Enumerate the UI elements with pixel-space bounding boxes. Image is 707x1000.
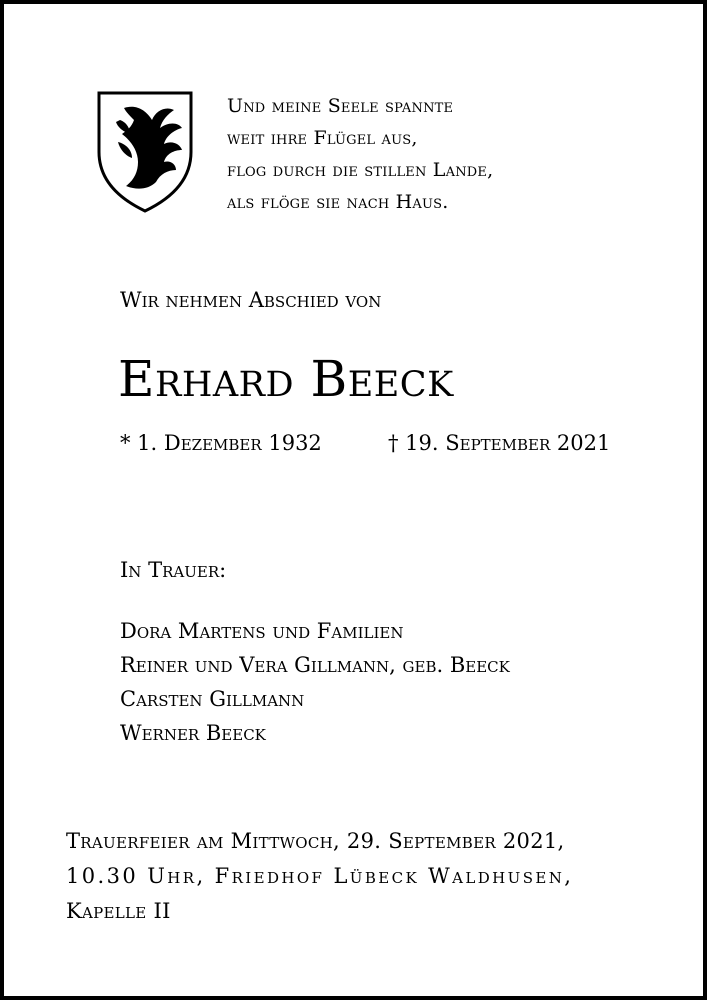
service-line: Trauerfeier am Mittwoch, 29. September 2021, [66,829,565,853]
mourner: Dora Martens und Familien [120,619,404,643]
funeral-service-info [66,824,573,929]
farewell-intro: Wir nehmen Abschied von [120,288,382,312]
verse-line: Und meine Seele spannte [227,95,454,117]
verse-line: als flöge sie nach Haus. [227,191,449,213]
birth-date: * 1. Dezember 1932 [120,431,322,455]
verse [227,90,493,218]
mourner: Carsten Gillmann [120,687,305,711]
mourning-label: In Trauer: [120,558,227,582]
mourners-list [120,614,510,750]
verse-line: weit ihre Flügel aus, [227,127,418,149]
deceased-name: Erhard Beeck [118,350,454,408]
verse-line: flog durch die stillen Lande, [227,159,494,181]
mourner: Werner Beeck [120,721,266,745]
coat-of-arms-shield-icon [96,90,194,214]
mourner: Reiner und Vera Gillmann, geb. Beeck [120,653,510,677]
service-line: Kapelle II [66,899,171,923]
service-line: 10.30 Uhr, Friedhof Lübeck Waldhusen, [66,864,574,888]
death-date: † 19. September 2021 [388,431,611,455]
